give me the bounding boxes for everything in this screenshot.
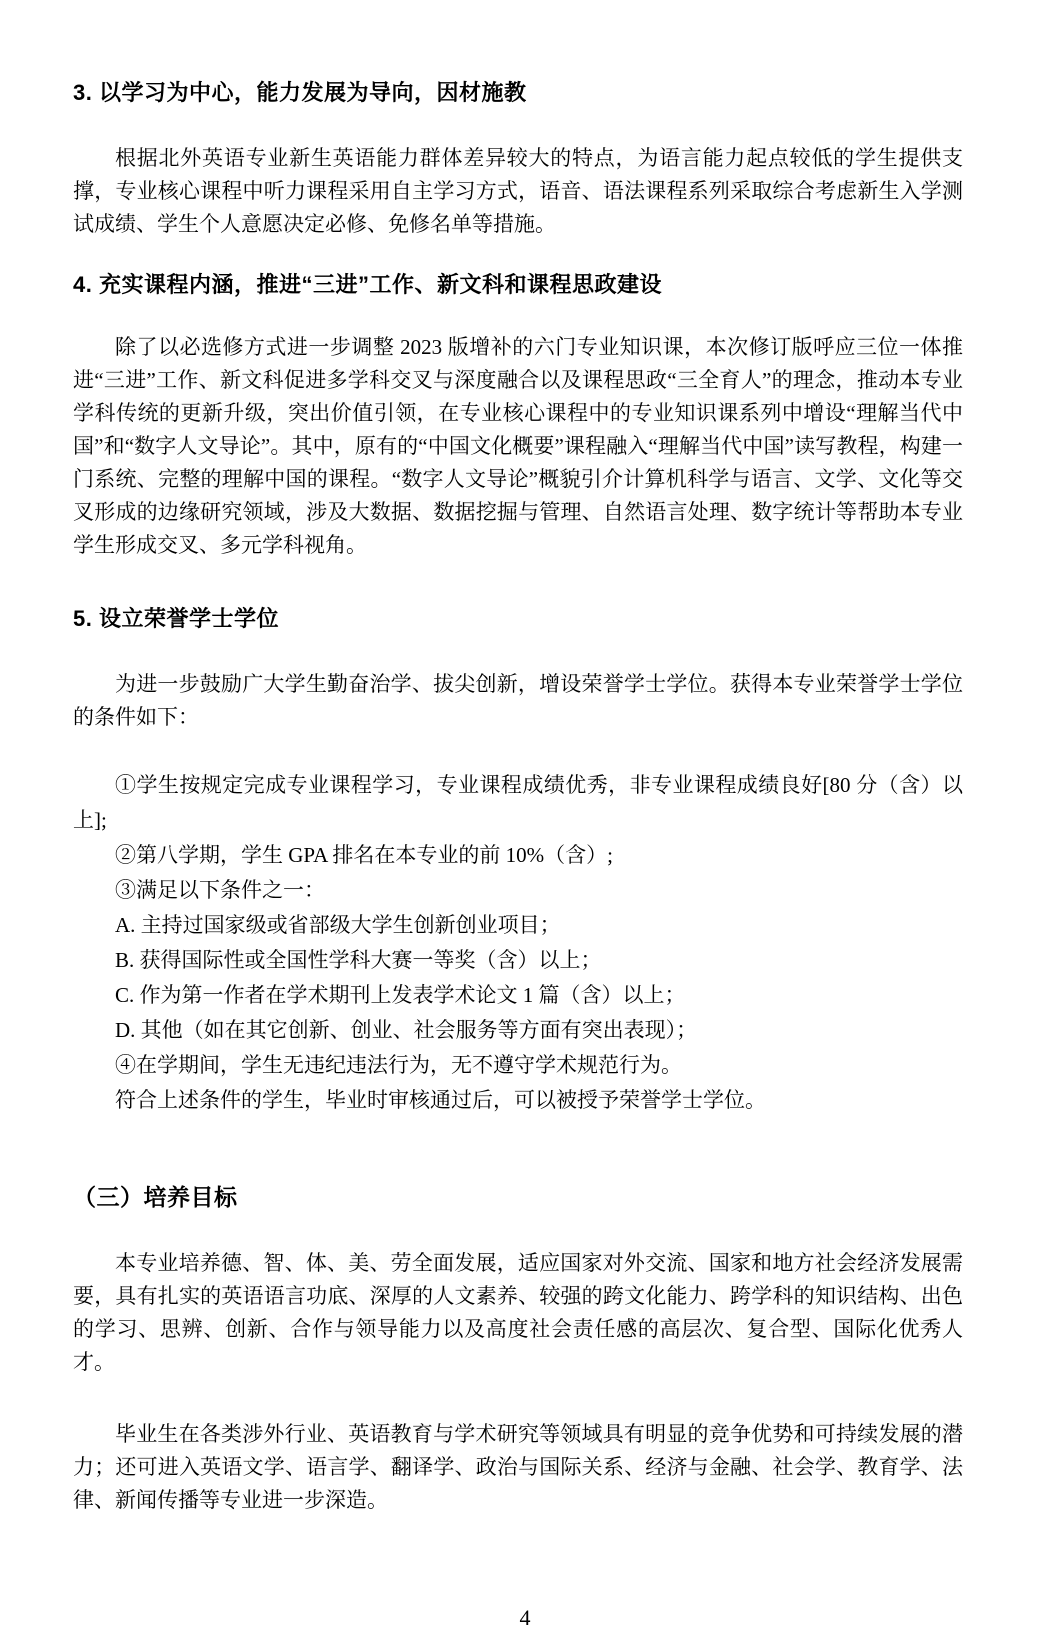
section-4-paragraph: 除了以必选修方式进一步调整 2023 版增补的六门专业知识课，本次修订版呼应三位一体推进“三进”工作、新文科促进多学科交叉与深度融合以及课程思政“三全育人”的理念，推动本专业学科传统的更新升级，突出价值引领，在专业核心课程中的专业知识课系列中增设“理解当代中国”和“数字人文导论”。其中，原有的“中国文化概要”课程融入“理解当代中国”读写教程，构建一门系统、完整的理解中国的课程。“数字人文导论”概貌引介计算机科学与语言、文学、文化等交叉形成的边缘研究领域，涉及大数据、数据挖掘与管理、自然语言处理、数字统计等帮助本专业学生形成交叉、多元学科视角。 [73, 335, 963, 557]
section-5-paragraph: 为进一步鼓励广大学生勤奋治学、拔尖创新，增设荣誉学士学位。获得本专业荣誉学士学位的条件如下： [73, 672, 963, 729]
condition-item-3c: C. 作为第一作者在学术期刊上发表学术论文 1 篇（含）以上； [115, 983, 686, 1007]
condition-item-4: ④在学期间，学生无违纪违法行为，无不遵守学术规范行为。 [115, 1053, 682, 1077]
section-3-heading: 3. 以学习为中心，能力发展为导向，因材施教 [73, 80, 527, 105]
page-number: 4 [519, 1605, 531, 1630]
chapter-3-paragraph-1: 本专业培养德、智、体、美、劳全面发展，适应国家对外交流、国家和地方社会经济发展需要，具有扎实的英语语言功底、深厚的人文素养、较强的跨文化能力、跨学科的知识结构、出色的学习、思辨、创新、合作与领导能力以及高度社会责任感的高层次、复合型、国际化优秀人才。 [73, 1251, 963, 1374]
condition-item-2: ②第八学期，学生 GPA 排名在本专业的前 10%（含）; [115, 843, 613, 867]
section-4-heading: 4. 充实课程内涵，推进“三进”工作、新文科和课程思政建设 [73, 272, 662, 297]
condition-item-3d: D. 其他（如在其它创新、创业、社会服务等方面有突出表现）； [115, 1018, 698, 1042]
condition-closing-note: 符合上述条件的学生，毕业时审核通过后，可以被授予荣誉学士学位。 [115, 1088, 766, 1112]
honor-degree-conditions [73, 768, 963, 1118]
condition-item-3: ③满足以下条件之一： [115, 878, 325, 902]
chapter-3-paragraph-2: 毕业生在各类涉外行业、英语教育与学术研究等领域具有明显的竞争优势和可持续发展的潜力；还可进入英语文学、语言学、翻译学、政治与国际关系、经济与金融、社会学、教育学、法律、新闻传播等专业进一步深造。 [73, 1422, 963, 1512]
condition-item-1: ①学生按规定完成专业课程学习，专业课程成绩优秀，非专业课程成绩良好[80 分（含）以上]; [73, 773, 963, 832]
section-5-heading: 5. 设立荣誉学士学位 [73, 606, 279, 631]
condition-item-3a: A. 主持过国家级或省部级大学生创新创业项目； [115, 913, 561, 937]
chapter-3-heading: （三）培养目标 [73, 1184, 238, 1210]
section-3-paragraph: 根据北外英语专业新生英语能力群体差异较大的特点，为语言能力起点较低的学生提供支撑，专业核心课程中听力课程采用自主学习方式，语音、语法课程系列采取综合考虑新生入学测试成绩、学生个人意愿决定必修、免修名单等措施。 [73, 146, 963, 236]
condition-item-3b: B. 获得国际性或全国性学科大赛一等奖（含）以上； [115, 948, 602, 972]
